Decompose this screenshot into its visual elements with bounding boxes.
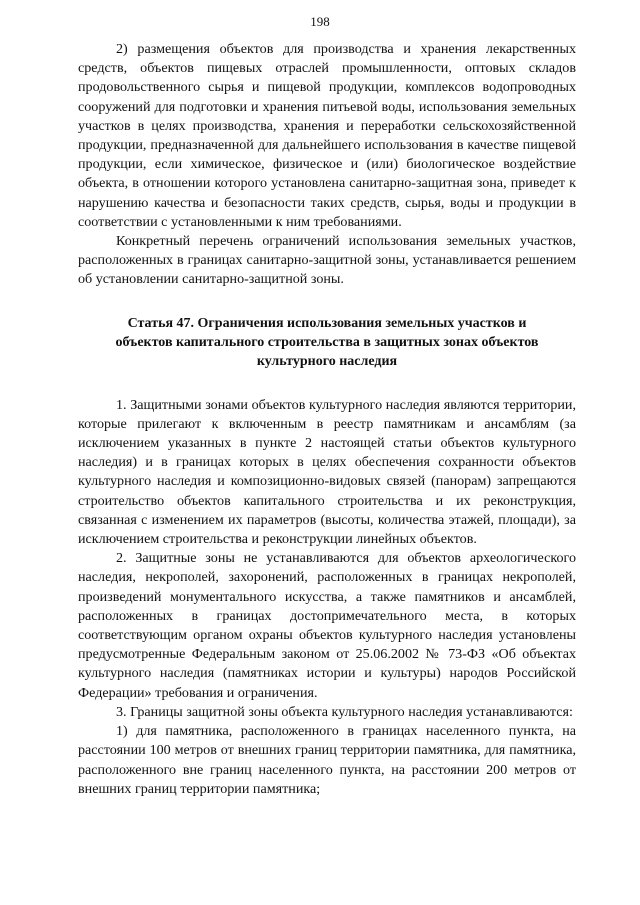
paragraph-restrictions-list: Конкретный перечень ограничений использования земельных участков, расположенных в границах санитарно-защитной зоны, устанавливается решением об установлении санитарно-защитной зоны.	[78, 233, 576, 288]
page-content	[78, 40, 576, 799]
article-heading: Статья 47. Ограничения использования земельных участков и объектов капитального строительства в защитных зонах объектов культурного наследия	[115, 315, 539, 369]
paragraph-clause-3: 3. Границы защитной зоны объекта культурного наследия устанавливаются:	[116, 703, 573, 720]
paragraph-item-2-production: 2) размещения объектов для производства и хранения лекарственных средств, объектов пищевых отраслей промышленности, оптовых складов продовольственного сырья и пищевой продукции, комплексов водопроводных сооружений для подготовки и хранения питьевой воды, использования земельных участков в целях производства, хранения и переработки сельскохозяйственной продукции, предназначенной для дальнейшего использования в качестве пищевой продукции, если химическое, физическое и (или) биологическое воздействие объекта, в отношении которого установлена санитарно-защитная зона, приведет к нарушению качества и безопасности таких средств, сырья, воды и продукции в соответствии с установленными к ним требованиями.	[78, 41, 576, 230]
paragraph-clause-3-item-1: 1) для памятника, расположенного в границах населенного пункта, на расстоянии 100 метров от внешних границ территории памятника, для памятника, расположенного вне границ населенного пункта, на расстоянии 200 метров от внешних границ территории памятника;	[78, 723, 576, 797]
paragraph-clause-1: 1. Защитными зонами объектов культурного наследия являются территории, которые прилегают к включенным в реестр памятникам и ансамблям (за исключением указанных в пункте 2 настоящей статьи объектов культурного наследия) и в границах которых в целях обеспечения сохранности объектов культурного наследия и композиционно-видовых связей (панорам) запрещаются строительство объектов капитального строительства и их реконструкция, связанная с изменением их параметров (высоты, количества этажей, площади), за исключением строительства и реконструкции линейных объектов.	[78, 396, 576, 548]
page-number: 198	[310, 14, 330, 29]
paragraph-clause-2: 2. Защитные зоны не устанавливаются для объектов археологического наследия, некрополей, захоронений, расположенных в границах некрополей, произведений монументального искусства, а также памятников и ансамблей, расположенных в границах достопримечательного места, в которых соответствующим органом охраны объектов культурного наследия установлены предусмотренные Федеральным законом от 25.06.2002 № 73-ФЗ «Об объектах культурного наследия (памятниках истории и культуры) народов Российской Федерации» требования и ограничения.	[78, 550, 576, 701]
